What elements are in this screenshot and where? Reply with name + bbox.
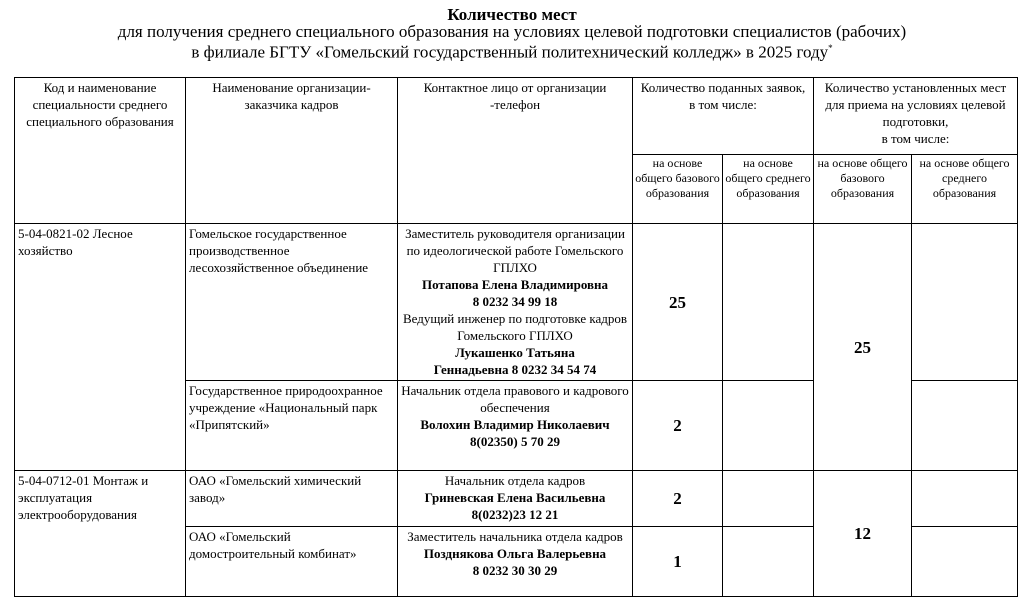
applications-secondary-value	[723, 527, 814, 597]
document-heading	[0, 0, 1024, 61]
org-cell: ОАО «Гомельский домостроительный комбинат»	[186, 527, 398, 597]
contact-line: Начальник отдела правового и кадрового обеспечения	[401, 383, 629, 415]
header-row-top	[15, 78, 1018, 155]
org-cell: Государственное природоохранное учреждение «Национальный парк «Припятский»	[186, 381, 398, 471]
applications-basic-value: 2	[633, 471, 723, 527]
contact-name: Позднякова Ольга Валерьевна	[423, 546, 607, 561]
places-secondary-value	[912, 471, 1018, 527]
contact-phone: 8 0232 34 99 18	[472, 294, 558, 309]
contact-phone: 8(0232)23 12 21	[471, 507, 559, 522]
contact-cell	[398, 381, 633, 471]
applications-basic-value: 1	[633, 527, 723, 597]
header-applications-basic: на основе общего базового образования	[633, 155, 723, 224]
contact-name-phone: Геннадьевна 8 0232 34 54 74	[433, 362, 597, 377]
document-subtitle-line2	[0, 40, 1024, 61]
table-row	[15, 471, 1018, 527]
contact-cell	[398, 224, 633, 381]
footnote-mark: *	[828, 43, 833, 53]
header-org: Наименование организации-заказчика кадров	[186, 78, 398, 224]
applications-basic-value: 2	[633, 381, 723, 471]
contact-line: Начальник отдела кадров	[444, 473, 586, 488]
table-row	[15, 224, 1018, 381]
applications-secondary-value	[723, 381, 814, 471]
header-code: Код и наименование специальности среднего специального образования	[15, 78, 186, 224]
contact-phone: 8(02350) 5 70 29	[470, 434, 560, 449]
header-contact: Контактное лицо от организации -телефон	[398, 78, 633, 224]
contact-cell	[398, 527, 633, 597]
specialty-cell: 5-04-0712-01 Монтаж и эксплуатация электрооборудования	[15, 471, 186, 597]
contact-name: Волохин Владимир Николаевич	[420, 417, 610, 432]
header-places-basic: на основе общего базового образования	[814, 155, 912, 224]
header-places: Количество установленных мест для приема на условиях целевой подготовки, в том числе:	[814, 78, 1018, 155]
specialty-cell: 5-04-0821-02 Лесное хозяйство	[15, 224, 186, 471]
contact-phone: 8 0232 30 30 29	[472, 563, 558, 578]
document-subtitle-line1: для получения среднего специального образования на условиях целевой подготовки специалистов (рабочих)	[117, 22, 907, 41]
subtitle-text: в филиале БГТУ «Гомельский государственный политехнический колледж» в 2025 году	[191, 42, 829, 62]
places-table	[14, 77, 1018, 597]
places-secondary-value	[912, 527, 1018, 597]
contact-cell	[398, 471, 633, 527]
contact-line: Заместитель руководителя организации по идеологической работе Гомельского ГПЛХО	[405, 226, 625, 275]
places-secondary-value	[912, 224, 1018, 381]
applications-basic-value: 25	[633, 224, 723, 381]
places-secondary-value	[912, 381, 1018, 471]
contact-name: Потапова Елена Владимировна	[421, 277, 609, 292]
contact-line: Заместитель начальника отдела кадров	[407, 529, 623, 544]
applications-secondary-value	[723, 224, 814, 381]
contact-name: Гриневская Елена Васильевна	[424, 490, 606, 505]
contact-name: Лукашенко Татьяна	[455, 345, 575, 360]
org-cell: ОАО «Гомельский химический завод»	[186, 471, 398, 527]
header-applications: Количество поданных заявок, в том числе:	[633, 78, 814, 155]
contact-line: Ведущий инженер по подготовке кадров Гомельского ГПЛХО	[402, 311, 628, 343]
header-places-secondary: на основе общего среднего образования	[912, 155, 1018, 224]
places-basic-value: 25	[814, 224, 912, 471]
header-applications-secondary: на основе общего среднего образования	[723, 155, 814, 224]
places-basic-value: 12	[814, 471, 912, 597]
applications-secondary-value	[723, 471, 814, 527]
document-title: Количество мест	[447, 5, 577, 24]
org-cell: Гомельское государственное производственное лесохозяйственное объединение	[186, 224, 398, 381]
